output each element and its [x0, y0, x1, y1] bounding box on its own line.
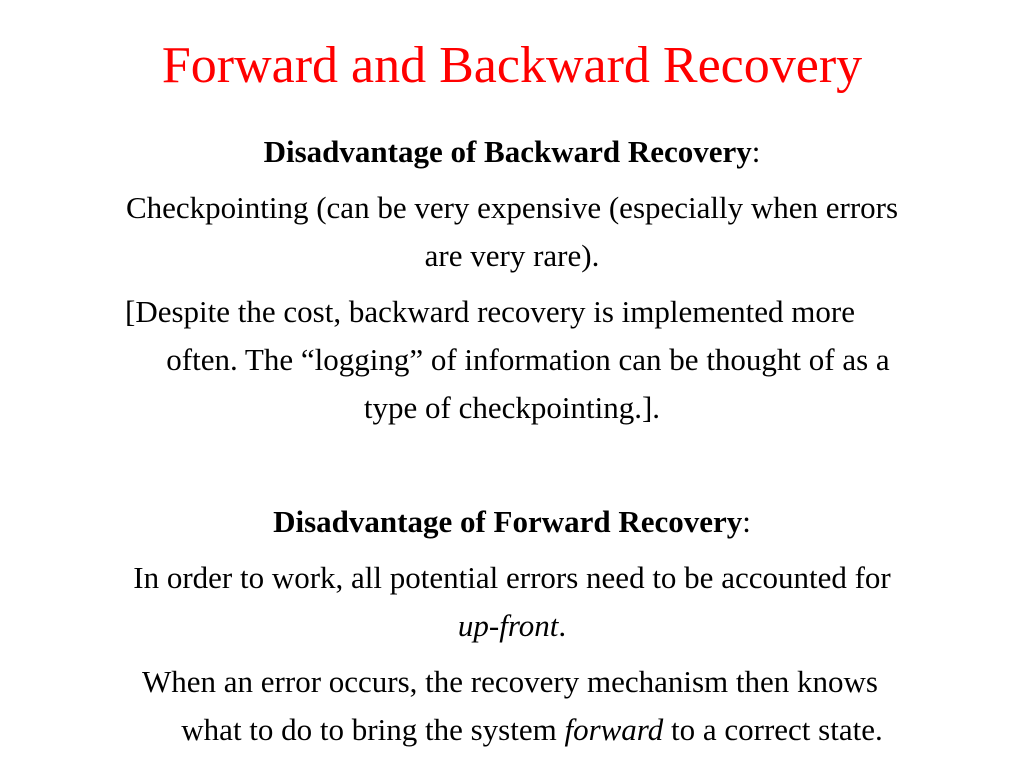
- when-line-2: [20, 706, 1024, 754]
- order-line-1: In order to work, all potential errors need to be accounted for: [133, 560, 891, 595]
- forward-heading-text: Disadvantage of Forward Recovery: [273, 504, 743, 539]
- backward-heading-colon: :: [751, 134, 761, 169]
- backward-heading-text: Disadvantage of Backward Recovery: [263, 134, 752, 169]
- forward-emphasis: forward: [564, 712, 664, 747]
- despite-line-3: type of checkpointing.].: [363, 390, 661, 425]
- despite-line-1: [Despite the cost, backward recovery is implemented more: [125, 294, 855, 329]
- despite-line-2: often. The “logging” of information can be thought of as a: [166, 342, 890, 377]
- when-line-2-prefix: what to do to bring the system: [181, 712, 565, 747]
- checkpoint-line-2: are very rare).: [424, 238, 600, 273]
- backward-heading: [0, 128, 1024, 176]
- order-line-2: [0, 602, 1024, 650]
- slide-title: Forward and Backward Recovery: [161, 37, 863, 94]
- when-line-1: When an error occurs, the recovery mechanism then knows: [142, 664, 878, 699]
- when-line-2-suffix: to a correct state.: [663, 712, 883, 747]
- checkpoint-line-1: Checkpointing (can be very expensive (especially when errors: [125, 190, 899, 225]
- up-front-emphasis: up-front: [457, 608, 559, 643]
- order-line-2-suffix: .: [558, 608, 567, 643]
- forward-heading-colon: :: [742, 504, 751, 539]
- forward-heading: [0, 498, 1024, 546]
